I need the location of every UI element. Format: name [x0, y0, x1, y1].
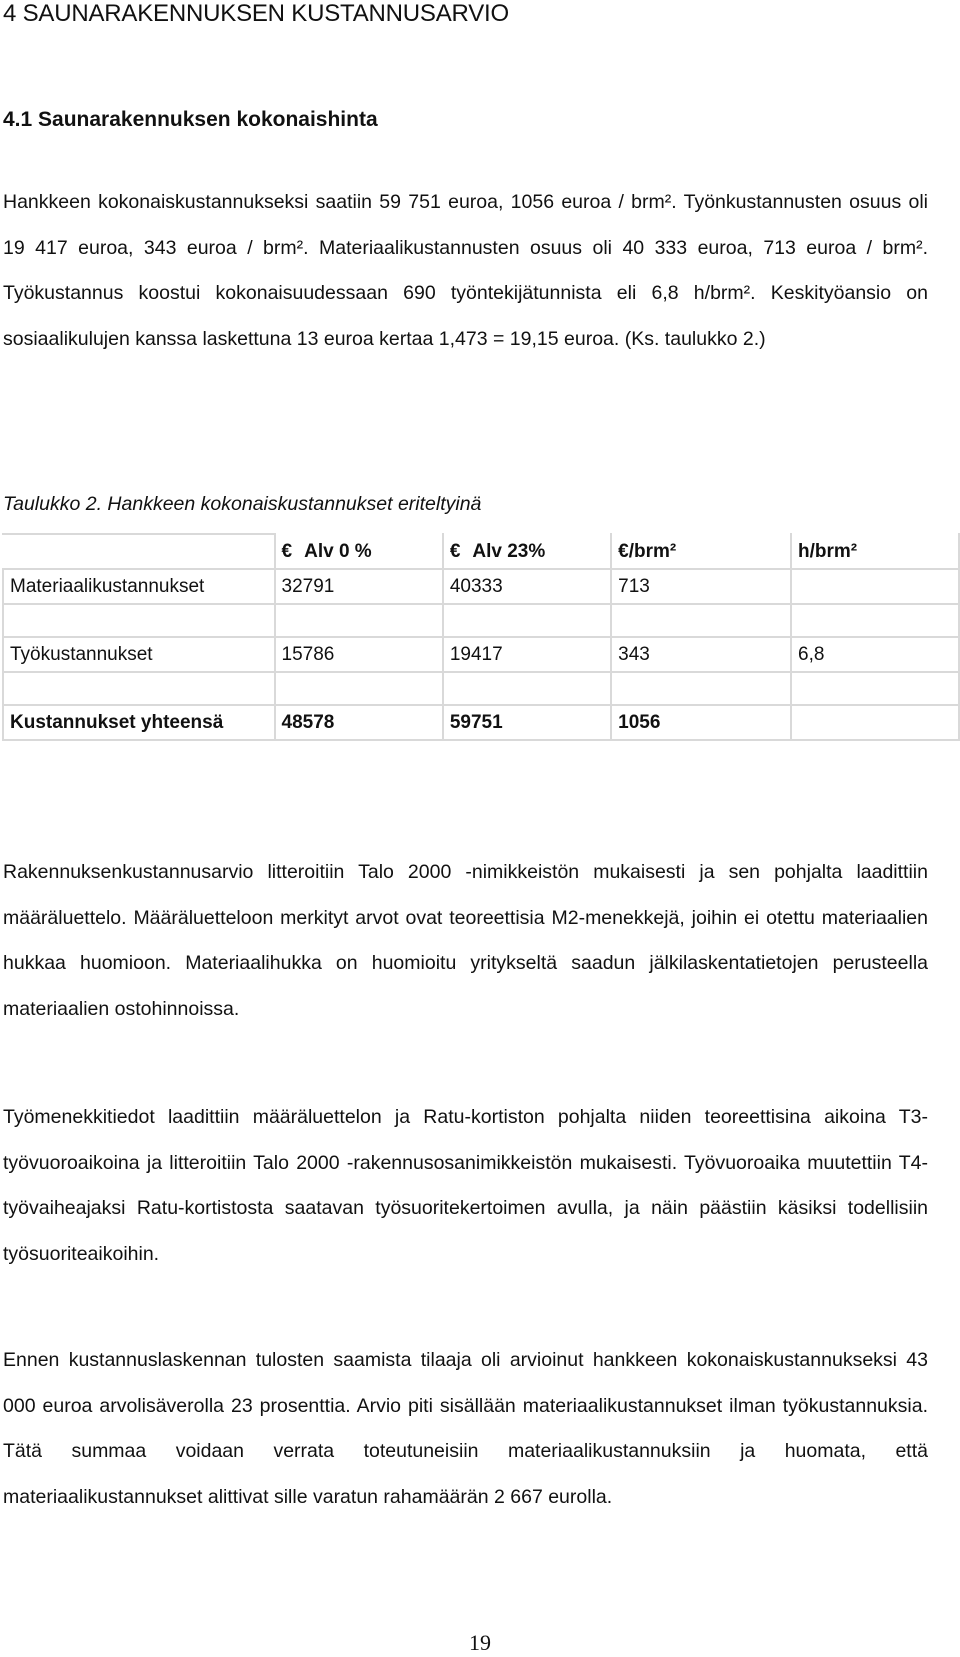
- table-row: [3, 569, 959, 604]
- header-per-brm: €/brm²: [611, 534, 791, 569]
- chapter-heading: 4 SAUNARAKENNUKSEN KUSTANNUSARVIO: [3, 0, 509, 27]
- header-alv0: € Alv 0 %: [275, 534, 443, 569]
- cost-table: [2, 533, 960, 741]
- euro-icon: €: [449, 540, 461, 562]
- header-alv23: € Alv 23%: [443, 534, 611, 569]
- euro-icon: €: [618, 540, 629, 562]
- cell-hours-per-brm: [791, 705, 959, 740]
- table-spacer-row: [3, 604, 959, 637]
- section-heading: 4.1 Saunarakennuksen kokonaishinta: [3, 108, 378, 131]
- cell-per-brm: 713: [611, 569, 791, 604]
- row-label: Materiaalikustannukset: [3, 569, 275, 604]
- table-row: [3, 637, 959, 672]
- table-spacer-row: [3, 672, 959, 705]
- cell-per-brm: 1056: [611, 705, 791, 740]
- cell-alv0: 15786: [275, 637, 443, 672]
- cell-hours-per-brm: [791, 569, 959, 604]
- row-label: Kustannukset yhteensä: [3, 705, 275, 740]
- header-hours-per-brm: h/brm²: [791, 534, 959, 569]
- euro-icon: €: [281, 540, 293, 562]
- cell-alv23: 40333: [443, 569, 611, 604]
- table-header-row: [3, 534, 959, 569]
- paragraph-total-cost: Hankkeen kokonaiskustannukseksi saatiin 59 751 euroa, 1056 euroa / brm². Työnkustannusten osuus oli 19 417 euroa, 343 euroa / brm². Materiaalikustannusten osuus oli 40 333 euroa, 713 euroa / brm². Työkustannus koostui kokonaisuudessaan 690 työntekijätunnista eli 6,8 h/brm². Keskityöansio on sosiaalikulujen kanssa laskettuna 13 euroa kertaa 1,473 = 19,15 euroa. (Ks. taulukko 2.): [3, 191, 928, 350]
- table-caption: Taulukko 2. Hankkeen kokonaiskustannukset eriteltyinä: [3, 493, 482, 515]
- cell-per-brm: 343: [611, 637, 791, 672]
- page-number: 19: [469, 1630, 491, 1655]
- paragraph-work-time: Työmenekkitiedot laadittiin määräluettelon ja Ratu-kortiston pohjalta niiden teoreettisina aikoina T3-työvuoroaikoina ja litteroitiin Talo 2000 -rakennusosanimikkeistön mukaisesti. Työvuoroaika muutettiin T4-työvaiheajaksi Ratu-kortistosta saatavan työsuoritekertoimen avulla, ja näin päästiin käsiksi todellisiin työsuoriteaikoihin.: [3, 1106, 928, 1265]
- cell-hours-per-brm: 6,8: [791, 637, 959, 672]
- paragraph-cost-estimate: Rakennuksenkustannusarvio litteroitiin Talo 2000 -nimikkeistön mukaisesti ja sen pohjalta laadittiin määräluettelo. Määräluetteloon merkityt arvot ovat teoreettisia M2-menekkejä, joihin ei otettu materiaalien hukkaa huomioon. Materiaalihukka on huomioitu yritykseltä saadun jälkilaskentatietojen perusteella materiaalien ostohinnoissa.: [3, 861, 928, 1020]
- cell-alv0: 32791: [275, 569, 443, 604]
- header-empty-cell: [3, 534, 275, 569]
- row-label: Työkustannukset: [3, 637, 275, 672]
- cell-alv23: 59751: [443, 705, 611, 740]
- cell-alv23: 19417: [443, 637, 611, 672]
- cell-alv0: 48578: [275, 705, 443, 740]
- paragraph-client-estimate: Ennen kustannuslaskennan tulosten saamista tilaaja oli arvioinut hankkeen kokonaiskustannukseksi 43 000 euroa arvolisäverolla 23 prosenttia. Arvio piti sisällään materiaalikustannukset ilman työkustannuksia. Tätä summaa voidaan verrata toteutuneisiin materiaalikustannuksiin ja huomata, että materiaalikustannukset alittivat sille varatun rahamäärän 2 667 eurolla.: [3, 1349, 928, 1508]
- table-total-row: [3, 705, 959, 740]
